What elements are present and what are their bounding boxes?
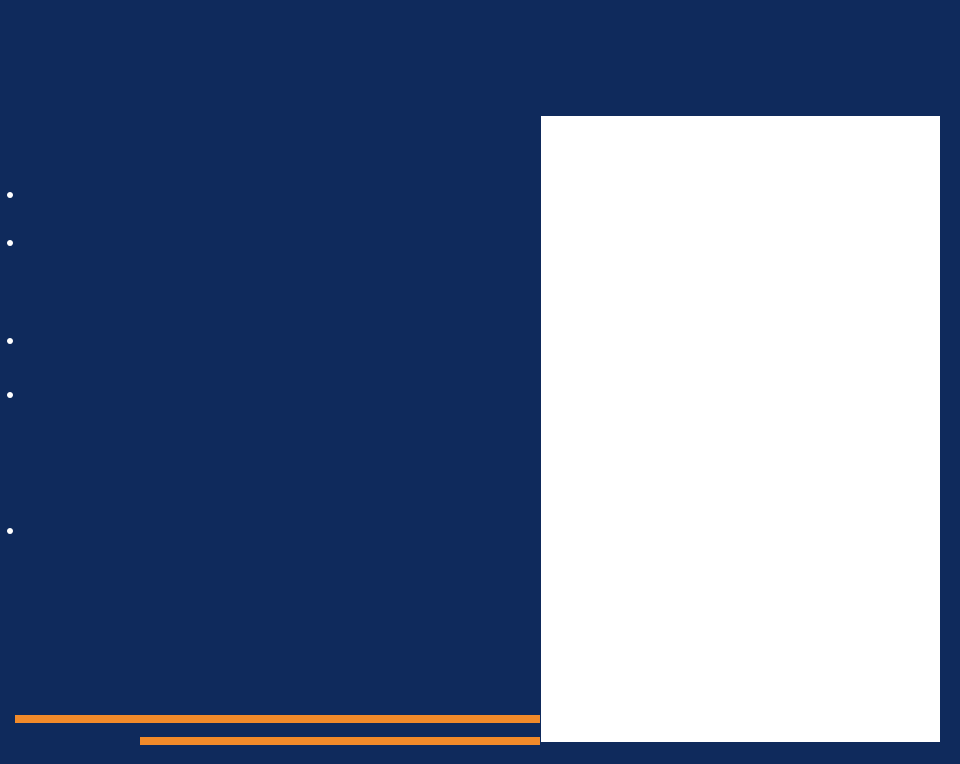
decor-stripe <box>15 715 540 723</box>
bullet-icon <box>7 338 13 344</box>
figure-panel <box>541 116 940 742</box>
bullet-icon <box>7 240 13 246</box>
figure-svg <box>541 116 940 742</box>
bullet-icon <box>7 392 13 398</box>
bullet-icon <box>7 192 13 198</box>
bullet-icon <box>7 528 13 534</box>
decor-stripe <box>140 737 540 745</box>
